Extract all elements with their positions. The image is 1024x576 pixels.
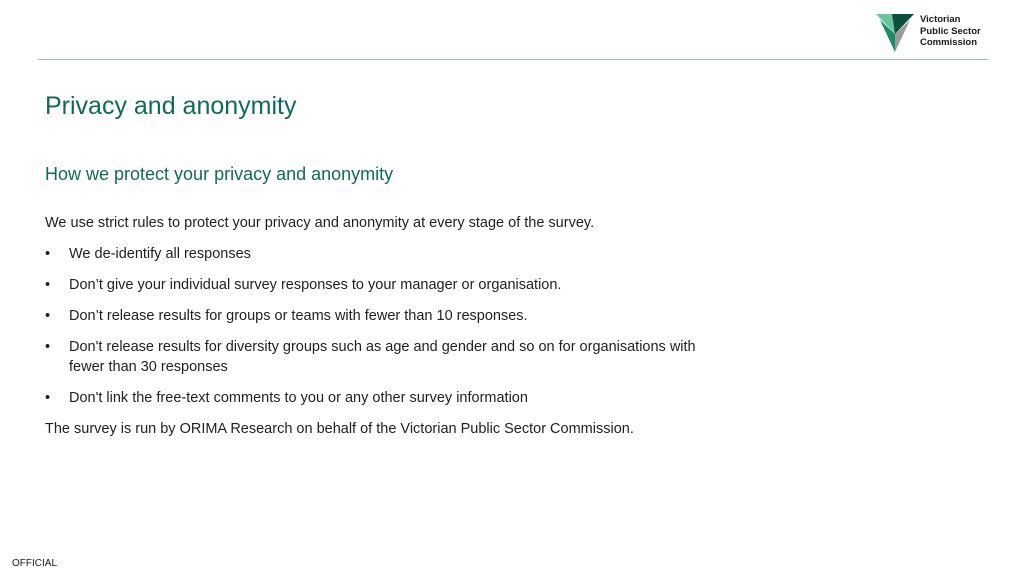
slide-body [45, 213, 725, 439]
slide-subtitle: How we protect your privacy and anonymity [45, 164, 394, 184]
list-item [45, 275, 725, 295]
closing-text: The survey is run by ORIMA Research on behalf of the Victorian Public Sector Commission. [45, 421, 634, 437]
slide-title: Privacy and anonymity [45, 92, 297, 120]
privacy-rules-list [45, 244, 725, 408]
list-item-text: Don’t release results for groups or teams with fewer than 10 responses. [69, 308, 528, 324]
logo-line-2: Public Sector [920, 25, 981, 37]
vpsc-logo [876, 12, 996, 54]
list-item [45, 306, 725, 326]
bullet-icon: • [45, 277, 51, 293]
intro-text: We use strict rules to protect your privacy and anonymity at every stage of the survey. [45, 215, 595, 231]
vpsc-logo-text [920, 14, 981, 49]
list-item-text: Don’t give your individual survey responses to your manager or organisation. [69, 277, 562, 293]
list-item-text: Don't link the free-text comments to you or any other survey information [69, 390, 528, 406]
bullet-icon: • [45, 390, 51, 406]
list-item [45, 244, 725, 264]
header-divider [38, 59, 988, 60]
logo-line-3: Commission [920, 37, 978, 48]
list-item-text: Don't release results for diversity groups such as age and gender and so on for organisations with fewer than 30 responses [69, 339, 696, 375]
bullet-icon: • [45, 339, 51, 355]
bullet-icon: • [45, 246, 51, 262]
security-classification: OFFICIAL [12, 558, 58, 569]
list-item-text: We de-identify all responses [69, 246, 251, 262]
list-item [45, 388, 725, 408]
bullet-icon: • [45, 308, 51, 324]
logo-line-1: Victorian [920, 14, 961, 25]
list-item [45, 337, 725, 377]
vpsc-logo-mark-icon [876, 12, 914, 52]
